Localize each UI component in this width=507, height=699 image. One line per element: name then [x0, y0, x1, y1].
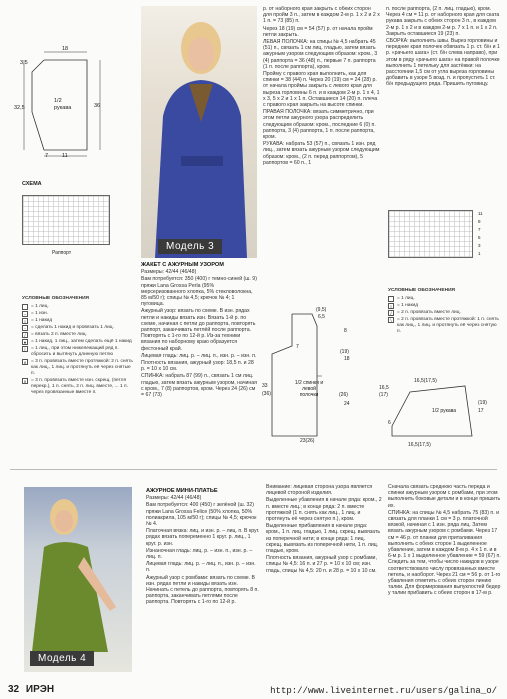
sym-long-stitch-icon: |	[22, 346, 28, 352]
dim: 16,5(17,5)	[408, 442, 431, 448]
col-b-p: п. после раппорта, (2 п. лиц. гладью), кром. Через 4 см = 11 р. от наборного края для ската рукава закрыть с обеих сторон 3 п., в каждом 2-м р. 1 х 2 и в каждом 2-м р. 7 х 1 п. и 1 х 2 п. Закрыть оставшиеся 19 (23) п.	[386, 6, 500, 37]
col-b-p: СБОРКА: выполнить швы. Вырез горловины и передние края полочек обвязать 1 р. ст. б/н и 1 р. «рачьего шага» (ст. б/н слева направо), при этом в ряду «рачьего шага» на правой полочке выполнить 1 петельку для застёжки: на расстоянии 1,5 см от угла выреза горловины добавить в узоре 5 возд. п. и пропустить 1 ст. б/н предыдущего ряда. Пришить пуговицу.	[386, 38, 500, 88]
model-3-text	[141, 262, 258, 462]
dim: 16,5	[379, 385, 389, 391]
legend-left-item: ● = 1 накид, 1 лиц., затем сделать ещё 1 накид	[23, 339, 132, 345]
col-a-p: р. от наборного края закрыть с обеих сторон для пройм 3 п., затем в каждом 2-м р. 1 х 2 и 2 х 1 п. = 73 (85) п.	[263, 6, 380, 25]
schema-label-left: СХЕМА	[22, 181, 42, 187]
sym-yo-k-yo-icon: ●	[23, 340, 27, 345]
dim: 23(26)	[300, 438, 315, 444]
dim: 6	[388, 420, 391, 426]
dim: (19)	[478, 400, 487, 406]
sym-k2tog-icon: /	[388, 310, 394, 316]
section-divider	[10, 469, 497, 470]
bottom-col-3	[388, 484, 502, 678]
dim: 16,5(17,5)	[414, 378, 437, 384]
col-a-p: ЛЕВАЯ ПОЛОЧКА: на спицы № 4,5 набрать 45 (51) п., связать 1 см лиц. гладью, затем вязать ажурным узором следующим образом: кром., 3 (4) раппорта = 36 (48) п., первые 7 п. раппорта (1 п. после раппорта), кром.	[263, 39, 378, 70]
sleeve-dim-lt: 3,5	[20, 60, 28, 66]
dim: (9,5)	[316, 307, 327, 313]
legend-left-title: УСЛОВНЫЕ ОБОЗНАЧЕНИЯ	[22, 296, 89, 301]
schema-grid-right	[388, 210, 473, 258]
dim: (17)	[379, 392, 388, 398]
model-4-photo	[24, 487, 132, 672]
legend-right-item: / = 2 п. провязать вместе лиц.	[388, 310, 500, 316]
row-numbers: 11 9 7 5 3 1	[478, 211, 483, 256]
legend-left-item: / = вязать 2 п. вместе лиц.	[22, 332, 134, 338]
bottom-col2-p: Плотность вязания, ажурный узор с ромбами, спицы № 4,5: 16 п. и 27 р. = 10 х 10 см; изн. гладь, спицы № 4,5: 20 п. и 28 р. = 10 х 10 см.	[266, 555, 377, 574]
model-3-sizes: Размеры: 42/44 (46/48)	[141, 269, 197, 276]
dim: 33	[262, 383, 268, 389]
legend-left-item: = 1 лиц.	[22, 304, 134, 310]
dim: 1/2 рукава	[432, 408, 457, 414]
bottom-plain: Платочная вязка: лиц. и изн. р. – лиц. п. В круг. рядах вязать попеременно 1 круг. р. лиц., 1 круг. р. изн.	[146, 528, 260, 547]
bottom-need: Вам потребуется: 400 (450) г зелёной (ш. 32) пряжи Lana Grossa Felice (50% хлопка, 50% полиакрила, 105 м/50 г); спицы № 4,5; крючок № 4.	[146, 502, 257, 528]
legend-right-title: УСЛОВНЫЕ ОБОЗНАЧЕНИЯ	[388, 288, 455, 293]
sleeve-label: 1/2 рукава	[54, 98, 72, 111]
sym-yo-knit-icon: ◦	[22, 325, 28, 331]
page-footer	[8, 684, 54, 695]
bottom-title: АЖУРНОЕ МИНИ-ПЛАТЬЕ	[146, 488, 218, 494]
dim: (36)	[262, 391, 271, 397]
schema-grid-left	[22, 195, 110, 245]
legend-left	[22, 296, 134, 397]
bottom-col2-p: Внимание: лицевая сторона узора является лицевой стороной изделия.	[266, 484, 373, 497]
legend-left-item: – = 1 изн.	[23, 311, 48, 317]
col-a-p: Пройму с правого края выполнить, как для спинки = 38 (44) п. Через 20 (19) см = 24 (28) р. от начала проймы закрыть с левого края для выреза горловины 6 п. и в каждом 2-м р. 1 х 4, 1 х 3, 5 х 2 и 1 х 1 п. Оставшиеся 14 (20) п. плеча с правого края закрыть на высоте спинки.	[263, 71, 380, 109]
sleeve-dim-b2: 11	[62, 153, 68, 159]
col-a-p: РУКАВА: набрать 53 (57) п., связать 1 изн. ряд лиц., затем вязать ажурным узором следующим образом: кром., (2 п. перед раппортом), 5 раппортов = 60 п., 1	[263, 141, 380, 166]
model-3-photo	[141, 6, 257, 258]
sym-sk2p-icon: ∧	[23, 360, 27, 365]
model-3-need: Вам потребуется: 350 (400) г темно-синей (ш. 9) пряжи Lana Grossa Perla (95% мерсеризованного хлопка, 5% стекловолокна, 85 м/50 г); спицы № 4,5; крючок № 4; 1 пуговица.	[141, 276, 257, 308]
bottom-col2-p: Выделенные убавления в начале ряда: кром., 2 п. вместе лиц.; в конце ряда: 2 п. вместе протяжкой (1 п. снять как лиц., 1 лиц. и протянуть её через снятую п.), кром.	[266, 497, 382, 523]
legend-right-item: \ = 2 п. провязать вместе протяжкой: 1 п. снять как лиц., 1 лиц. и протянуть её через снятую п.	[388, 317, 500, 335]
dim: 6,5	[318, 314, 325, 320]
model-4-figure	[24, 487, 132, 672]
bottom-col2-p: Выделенные прибавления в начале ряда: кром., 1 п. лиц. гладью, 1 лиц. скрещ. вывязать из поперечной нити; в конце ряда: 1 лиц. скрещ. вывязать из поперечной нити, 1 п. лиц. гладью, кром.	[266, 523, 381, 555]
bottom-col-1	[146, 488, 260, 678]
dim: 18	[344, 356, 350, 362]
model-3-back: СПИНКА: набрать 87 (99) п., связать 1 см лиц. гладью, затем вязать ажурным узором, начиная с кром., 7 (8) раппортов, кром. Через 24 (26) см = 67 (73)	[141, 373, 257, 399]
model-3-pattern: Ажурный узор: вязать по схеме. В изн. рядах петли и накиды вязать изн. Вязать 1-й р. по схеме, начиная с петли до раппорта, повторять раппорт, заканчивать петлёй после раппорта. Повторять с 1-го по 12-й р. Из-за техники вязания по наборному краю образуется фестонный край.	[141, 308, 256, 352]
sleeve-dim-right: 36	[94, 103, 101, 109]
sym-knit-icon	[22, 304, 28, 310]
dim: (19)	[340, 349, 349, 355]
sym-p3tog-icon: ∨	[23, 379, 27, 384]
dim: (26)	[339, 392, 348, 398]
legend-left-item: ○ = 1 накид	[23, 318, 53, 324]
model-3-label: Модель 3	[158, 239, 222, 254]
sym-yo-icon: ○	[389, 304, 393, 309]
sleeve-dim-top: 18	[62, 46, 69, 52]
bottom-smooth: Лицевая гладь: лиц. р. – лиц. п., изн. р. – изн. п.	[146, 561, 256, 574]
dim: 17	[478, 408, 484, 414]
col-a-p: ПРАВАЯ ПОЛОЧКА: вязать симметрично, при этом петли ажурного узора распределить следующим образом: кром., последние 6 (0) п. раппорта, 3 (4) раппорта, 1 п. после раппорта, кром.	[263, 109, 376, 141]
sym-knit-icon	[388, 296, 394, 302]
col-a-top	[263, 6, 381, 288]
legend-right-item: ○ = 1 накид	[389, 303, 419, 309]
model-3-smooth: Лицевая гладь: лиц. р. – лиц. п., изн. р. – изн. п.	[141, 352, 257, 359]
bottom-purl: Изнаночная гладь: лиц. р. – изн. п., изн. р. – лиц. п.	[146, 547, 253, 561]
legend-left-item: ∨ = 3 п. провязать вместе изн. скрещ. (петля перекр.), 1 п. снять, 2 п. лиц. вместе, ... 1 п. через провязанные вместе п.	[23, 378, 128, 395]
sym-k2tog-icon: /	[22, 332, 28, 338]
sleeve-dim-b1: 7	[45, 153, 49, 159]
model-4-label: Модель 4	[30, 651, 94, 666]
sym-yo-icon: ○	[23, 319, 27, 324]
page-number: 32	[8, 684, 20, 695]
bottom-col3-p: СПИНКА: на спицы № 4,5 набрать 75 (83) п. и связать для планки 1 см = 3 р. платочной вязкой, начиная с 1 изн. ряда лиц. Затем вязать ажурным узором с ромбами. Через 17 см = 46 р. от планки для приталивания выполнить с обеих сторон 1 выделенное убавление, затем в каждом 8-м р. 4 х 1 п. и в 6-м р. 1 х 1 выделенное убавление = 59 (67) п. Следить за тем, чтобы число накидов в узоре соответствовало числу провязанных вместе петель, и наоборот. Через 21 см = 56 р. от 1-го убавления отметить с обеих сторон линию талии. Для формирования выпуклостей бедер у талии прибавить с обеих сторон в 17-м р.	[388, 509, 501, 597]
dim: 1/2 спинки и левой полочки	[294, 380, 324, 398]
dim: 8	[344, 328, 347, 334]
col-b-top	[386, 6, 500, 178]
magazine-brand: ИРЭН	[25, 684, 55, 695]
dim: 7	[296, 344, 299, 350]
model-3-title: ЖАКЕТ С АЖУРНЫМ УЗОРОМ	[141, 262, 224, 268]
source-url[interactable]: http://www.liveinternet.ru/users/galina_o/	[270, 686, 497, 696]
legend-left-item: | = 1 лиц., при этом нижележащий ряд п. сбросить и вытянуть длинную петлю	[22, 346, 134, 358]
legend-left-item: ◦ = сделать 1 накид и провязать 1 лиц.	[22, 325, 134, 331]
sleeve-diagram	[12, 42, 137, 162]
bottom-col-2	[266, 484, 382, 678]
col-a-p: Через 18 (19) см = 54 (57) р. от начала пройм петли закрыть.	[263, 25, 373, 38]
model-3-density: Плотность вязания, ажурный узор: 18,5 п. и 28 р. = 10 х 10 см.	[141, 360, 254, 373]
sym-purl-icon: –	[23, 312, 27, 317]
bottom-sizes: Размеры: 42/44 (46/48)	[146, 495, 202, 502]
sym-ssk-icon: \	[388, 317, 394, 323]
legend-right-item: = 1 лиц.	[388, 296, 500, 302]
dim: 24	[344, 401, 350, 407]
legend-right	[388, 288, 500, 336]
bottom-diamond: Ажурный узор с ромбами: вязать по схеме. В изн. рядах петли и накиды вязать изн. Начинать с петель до раппорта, повторять 8 п. раппорта, заканчивать петлями после раппорта. Повторять с 1-го по 12-й р.	[146, 574, 259, 606]
bottom-col3-p: Сначала связать среднюю часть переда и спинки ажурным узором с ромбами, при этом выполнить боковые детали и в конце пришить их.	[388, 484, 501, 509]
sleeve-dim-lm: 32,5	[14, 105, 25, 111]
legend-left-item: ∧ = 3 п. провязать вместе протяжкой: 2 п. снять как лиц., 1 лиц. и протянуть её через снятые п.	[23, 359, 133, 376]
rapport-label: Раппорт	[52, 250, 72, 256]
model-3-figure	[141, 6, 257, 258]
